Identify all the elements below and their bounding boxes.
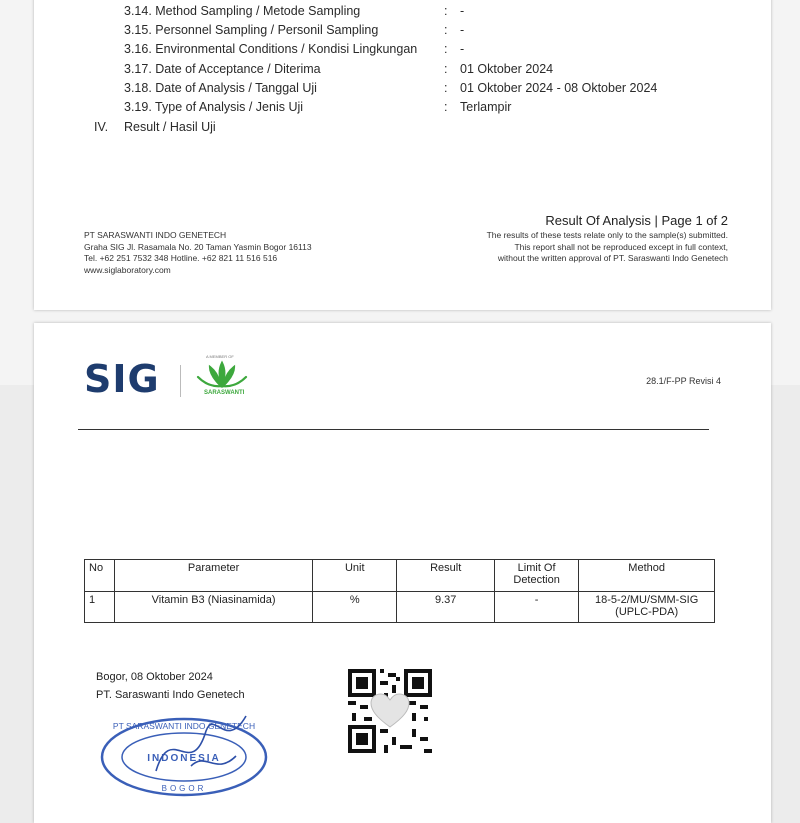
company-stamp [96,711,276,811]
info-row-value: - [460,4,465,18]
company-address-block [84,230,312,276]
logo-divider [180,365,181,397]
saraswanti-logo [192,354,252,400]
stamp-top-text: PT SARASWANTI INDO GENETECH [112,721,256,731]
result-table [84,559,715,623]
disclaimer-line: without the written approval of PT. Saraswanti Indo Genetech [497,253,728,263]
document-code: 28.1/F-PP Revisi 4 [646,376,721,386]
column-header-parameter: Parameter [115,560,313,592]
info-row-colon: : [444,4,448,18]
info-row-colon: : [444,100,448,114]
info-row-colon: : [444,81,448,95]
info-row-label: 3.14. Method Sampling / Metode Sampling [124,4,361,18]
info-row-label: 3.18. Date of Analysis / Tanggal Uji [124,81,317,95]
sig-logo-text: SIG [84,357,160,401]
stamp-graphic [96,711,276,811]
info-row-label: 3.16. Environmental Conditions / Kondisi Lingkungan [124,42,418,56]
saraswanti-leaf-icon [192,359,252,391]
report-page-2 [34,323,771,823]
column-header-no: No [85,560,115,592]
info-row-label: 3.19. Type of Analysis / Jenis Uji [124,100,304,114]
cell-method: 18-5-2/MU/SMM-SIG (UPLC-PDA) [579,592,715,623]
sig-logo [84,357,160,401]
info-row-colon: : [444,62,448,76]
cell-unit: % [313,592,397,623]
cell-parameter: Vitamin B3 (Niasinamida) [115,592,313,623]
info-row-label: 3.17. Date of Acceptance / Diterima [124,62,321,76]
column-header-method: Method [579,560,715,592]
info-row-value: - [460,42,465,56]
info-row-colon: : [444,42,448,56]
report-page-1 [34,0,771,310]
info-row-value: 01 Oktober 2024 [460,62,554,76]
cell-no: 1 [85,592,115,623]
column-header-limit-of-detection: Limit Of Detection [494,560,578,592]
section-title: Result / Hasil Uji [124,120,216,134]
signature-place-date: Bogor, 08 Oktober 2024 [96,671,213,683]
disclaimer-line: The results of these tests relate only to the sample(s) submitted. [486,230,728,240]
info-row-value: Terlampir [460,100,512,114]
company-name: PT SARASWANTI INDO GENETECH [84,230,227,240]
stamp-center-text: INDONESIA [147,753,221,764]
info-row-value: 01 Oktober 2024 - 08 Oktober 2024 [460,81,658,95]
column-header-result: Result [397,560,494,592]
column-header-unit: Unit [313,560,397,592]
signature-company: PT. Saraswanti Indo Genetech [96,689,245,701]
member-of-text: A MEMBER OF [206,354,234,359]
header-divider [78,429,709,430]
info-row-value: - [460,23,465,37]
section-number: IV. [94,120,109,134]
stamp-bottom-text: BOGOR [161,784,207,793]
company-phone: Tel. +62 251 7532 348 Hotline. +62 821 11 516 516 [84,253,278,263]
info-row-label: 3.15. Personnel Sampling / Personil Sampling [124,23,379,37]
table-header-row [85,560,715,592]
company-address: Graha SIG Jl. Rasamala No. 20 Taman Yasmin Bogor 16113 [84,241,312,252]
qr-code [348,669,432,753]
cell-limit-of-detection: - [494,592,578,623]
saraswanti-brand-text: SARASWANTI [204,390,245,396]
cell-result: 9.37 [397,592,494,623]
heart-icon [370,693,410,729]
info-row-colon: : [444,23,448,37]
report-page-title: Result Of Analysis | Page 1 of 2 [545,213,728,228]
company-website: www.siglaboratory.com [84,264,171,275]
disclaimer-line: This report shall not be reproduced except in full context, [514,241,728,252]
table-row [85,592,715,623]
disclaimer-block [487,230,728,265]
